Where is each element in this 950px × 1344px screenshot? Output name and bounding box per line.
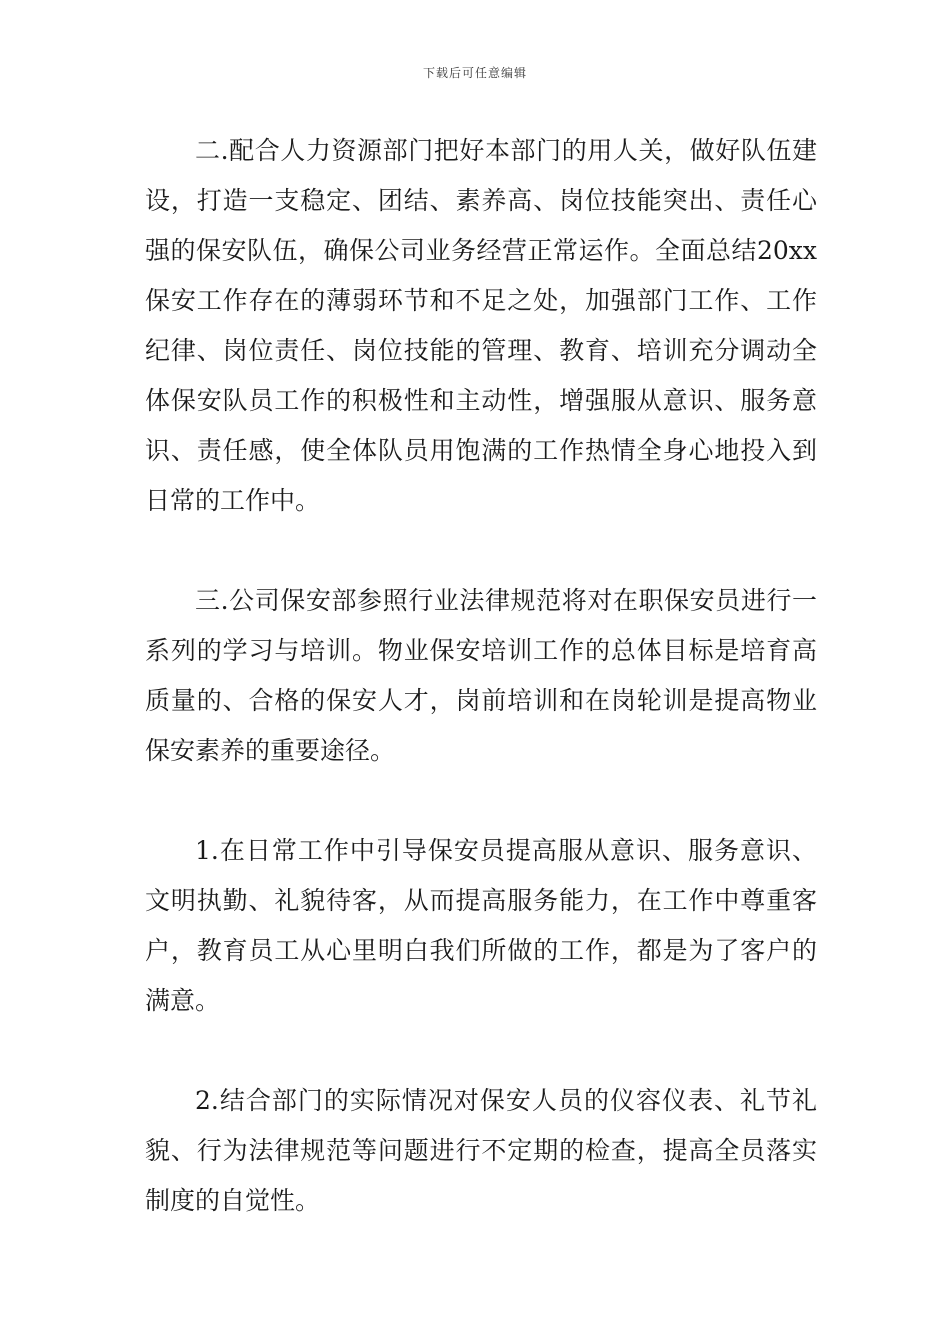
paragraph-item-one: 1.在日常工作中引导保安员提高服从意识、服务意识、文明执勤、礼貌待客，从而提高服务能力，在工作中尊重客户，教育员工从心里明白我们所做的工作，都是为了客户的满意。 [145,836,817,1015]
document-body [145,126,817,1226]
paragraph-section-three: 三.公司保安部参照行业法律规范将对在职保安员进行一系列的学习与培训。物业保安培训工作的总体目标是培育高质量的、合格的保安人才，岗前培训和在岗轮训是提高物业保安素养的重要途径。 [145,586,817,765]
paragraph-item-two: 2.结合部门的实际情况对保安人员的仪容仪表、礼节礼貌、行为法律规范等问题进行不定期的检查，提高全员落实制度的自觉性。 [145,1086,817,1215]
paragraph-section-two: 二.配合人力资源部门把好本部门的用人关，做好队伍建设，打造一支稳定、团结、素养高、岗位技能突出、责任心强的保安队伍，确保公司业务经营正常运作。全面总结20xx保安工作存在的薄弱环节和不足之处，加强部门工作、工作纪律、岗位责任、岗位技能的管理、教育、培训充分调动全体保安队员工作的积极性和主动性，增强服从意识、服务意识、责任感，使全体队员用饱满的工作热情全身心地投入到日常的工作中。 [145,136,817,515]
header-note: 下载后可任意编辑 [422,66,527,80]
